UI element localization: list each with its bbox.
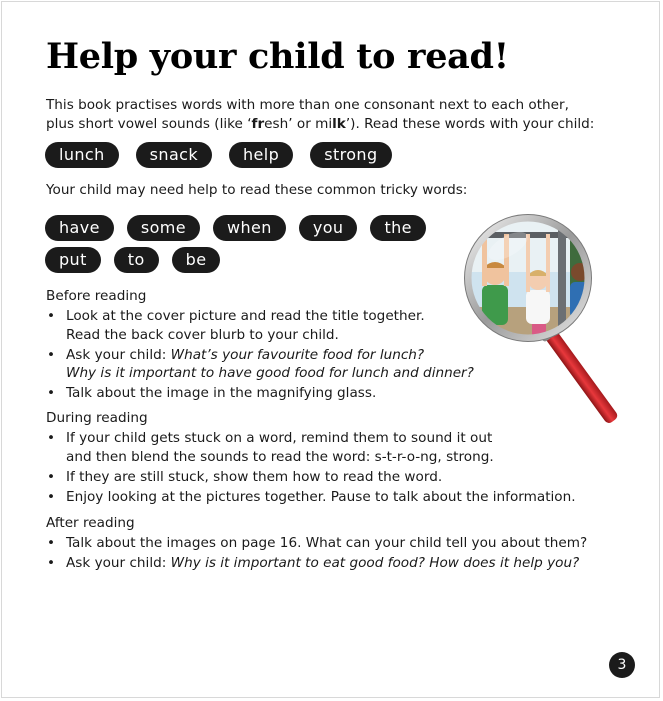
list-item-text: Talk about the image in the magnifying glass.: [66, 385, 377, 401]
list-item-text: Look at the cover picture and read the title together.: [66, 308, 425, 324]
intro-text-part: plus short vowel sounds (like ‘: [46, 116, 252, 132]
list-item: [46, 429, 576, 466]
tricky-words-row-2: [45, 247, 220, 273]
intro-line-2: [46, 115, 626, 134]
list-item-text: If they are still stuck, show them how to read the word.: [66, 468, 443, 485]
after-reading-list: [46, 534, 587, 574]
word-pill: snack: [136, 142, 212, 168]
page-number: 3: [609, 652, 635, 678]
list-item: [46, 488, 576, 507]
word-pill: when: [213, 215, 286, 241]
magnifying-glass-image: [462, 212, 642, 442]
tricky-words-label: Your child may need help to read these common tricky words:: [46, 182, 468, 198]
list-item-text: Read the back cover blurb to your child.: [66, 326, 339, 343]
list-item-text: Talk about the images on page 16. What can your child tell you about them?: [66, 535, 588, 551]
list-item: [46, 346, 474, 383]
intro-bold-part: lk: [332, 116, 346, 132]
word-pill: lunch: [45, 142, 119, 168]
intro-text-part: ’). Read these words with your child:: [345, 116, 595, 132]
during-reading-list: [46, 429, 576, 508]
page-title: Help your child to read!: [46, 36, 509, 77]
list-item-text: Ask your child:: [66, 346, 171, 363]
intro-text: [46, 96, 626, 134]
list-item-text: Ask your child:: [66, 555, 171, 571]
list-item: [46, 384, 474, 403]
word-pill: have: [45, 215, 114, 241]
list-item-italic: Why is it important to eat good food? How does it help you?: [170, 555, 580, 571]
list-item: [46, 554, 587, 573]
list-item: [46, 534, 587, 553]
word-pill: to: [114, 247, 159, 273]
word-pill: be: [172, 247, 221, 273]
intro-line-1: This book practises words with more than one consonant next to each other,: [46, 97, 569, 113]
list-item-italic: What’s your favourite food for lunch?: [170, 346, 425, 363]
intro-bold-part: fr: [251, 116, 265, 132]
word-pill: the: [370, 215, 425, 241]
before-reading-list: [46, 307, 474, 404]
word-pill: put: [45, 247, 101, 273]
word-pill: help: [229, 142, 293, 168]
list-item-italic: Why is it important to have good food for lunch and dinner?: [66, 365, 474, 381]
list-item-text: Enjoy looking at the pictures together. Pause to talk about the information.: [66, 488, 576, 505]
word-pill: some: [127, 215, 200, 241]
list-item: [46, 307, 474, 344]
list-item-text: If your child gets stuck on a word, remind them to sound it out: [66, 430, 493, 446]
practice-words: [45, 142, 392, 168]
list-item: [46, 468, 576, 487]
list-item-text: and then blend the sounds to read the word: s-t-r-o-ng, strong.: [66, 448, 494, 465]
during-reading-heading: During reading: [46, 410, 148, 426]
word-pill: strong: [310, 142, 391, 168]
intro-text-part: esh’ or mi: [264, 116, 333, 132]
before-reading-heading: Before reading: [46, 288, 147, 304]
word-pill: you: [299, 215, 358, 241]
tricky-words-row-1: [45, 215, 426, 241]
after-reading-heading: After reading: [46, 515, 135, 531]
